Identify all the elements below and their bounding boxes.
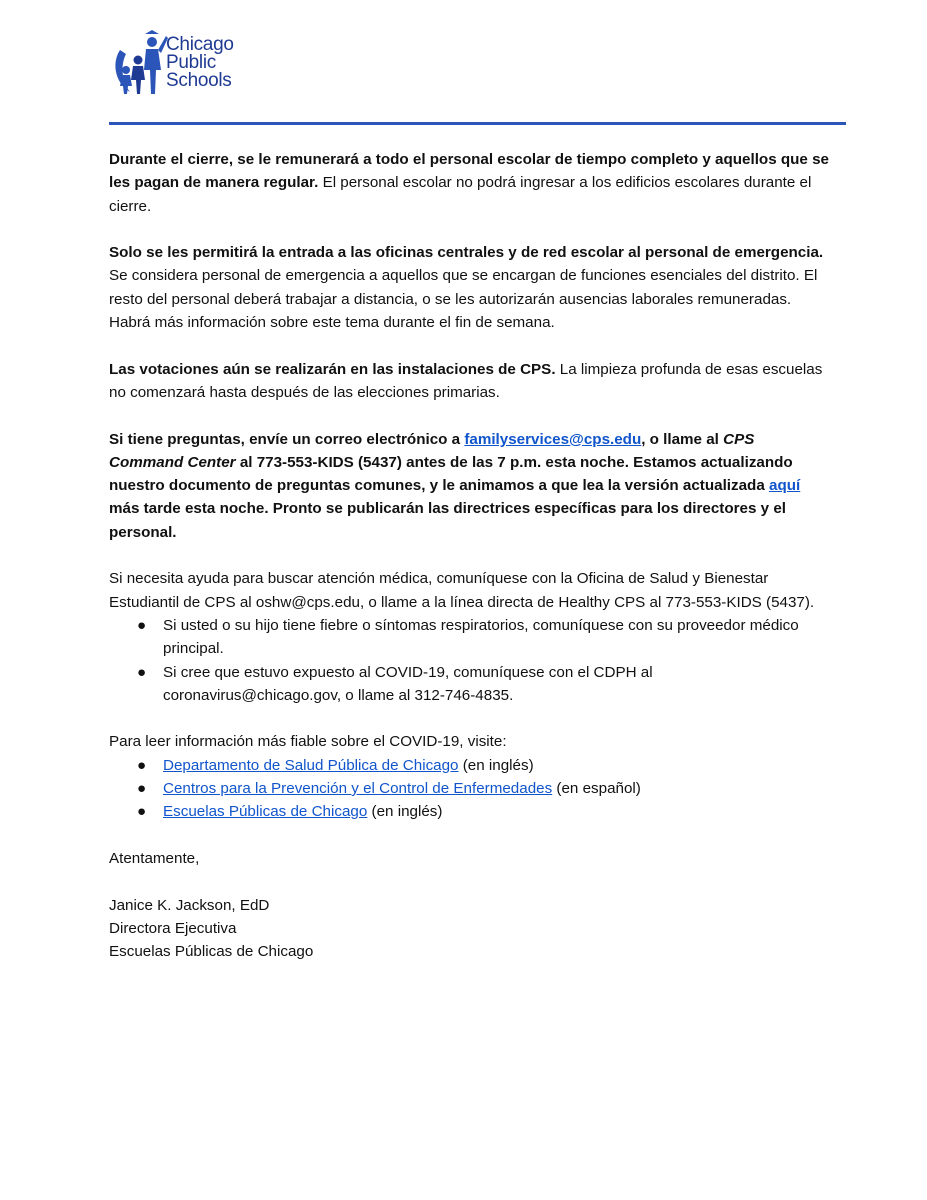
signature-title: Directora Ejecutiva bbox=[109, 919, 237, 937]
paragraph-health bbox=[109, 567, 829, 707]
list-item bbox=[109, 777, 829, 800]
command-center-name: CPS Command Center bbox=[109, 430, 755, 471]
paragraph-voting bbox=[109, 358, 829, 405]
signature-name: Janice K. Jackson, EdD bbox=[109, 896, 270, 914]
bullet-icon: ● bbox=[137, 756, 147, 774]
faq-aqui-link[interactable]: aquí bbox=[769, 477, 801, 495]
paragraph-emergency-bold: Solo se les permitirá la entrada a las oficinas centrales y de red escolar al personal de emergencia. bbox=[109, 244, 824, 262]
questions-text-b: , o llame al bbox=[641, 430, 724, 448]
paragraph-questions bbox=[109, 428, 829, 544]
resources-link-list bbox=[109, 754, 829, 824]
cps-link[interactable]: Escuelas Públicas de Chicago bbox=[163, 803, 368, 821]
logo-line-schools: Schools bbox=[166, 70, 232, 91]
link-language-note: (en español) bbox=[552, 780, 641, 798]
paragraph-emergency bbox=[109, 241, 829, 334]
cdph-link[interactable]: Departamento de Salud Pública de Chicago bbox=[163, 756, 459, 774]
list-item bbox=[109, 661, 829, 708]
questions-text-d: más tarde esta noche. Pronto se publicarán las directrices específicas para los directores y el personal. bbox=[109, 500, 786, 541]
signature-block bbox=[109, 894, 829, 964]
bullet-icon: ● bbox=[137, 663, 147, 681]
logo-wordmark bbox=[166, 36, 234, 90]
family-services-email-link[interactable]: familyservices@cps.edu bbox=[464, 430, 642, 448]
signature-org: Escuelas Públicas de Chicago bbox=[109, 943, 314, 961]
paragraph-questions-bold bbox=[109, 431, 800, 541]
link-language-note: (en inglés) bbox=[458, 756, 534, 774]
letter-body bbox=[109, 148, 829, 963]
cps-logo bbox=[112, 26, 282, 98]
cdc-link[interactable]: Centros para la Prevención y el Control de Enfermedades bbox=[163, 780, 553, 798]
list-item bbox=[109, 614, 829, 661]
list-item bbox=[109, 800, 829, 823]
paragraph-pay bbox=[109, 148, 829, 218]
paragraph-emergency-text: Se considera personal de emergencia a aquellos que se encargan de funciones esenciales del distrito. El resto del personal deberá trabajar a distancia, o se les autorizarán ausencias laborales remuneradas. Habrá más información sobre este tema durante el fin de semana. bbox=[109, 267, 818, 332]
health-bullet-fever: Si usted o su hijo tiene fiebre o síntomas respiratorios, comuníquese con su proveedor médico principal. bbox=[163, 616, 799, 658]
logo-line-public: Public bbox=[166, 52, 216, 73]
link-language-note: (en inglés) bbox=[367, 803, 443, 821]
bullet-icon: ● bbox=[137, 780, 147, 798]
paragraph-resources-text: Para leer información más fiable sobre el COVID-19, visite: bbox=[109, 733, 507, 751]
paragraph-voting-bold: Las votaciones aún se realizarán en las instalaciones de CPS. bbox=[109, 360, 556, 378]
health-bullet-list bbox=[109, 614, 829, 707]
paragraph-health-text: Si necesita ayuda para buscar atención médica, comuníquese con la Oficina de Salud y Bienestar Estudiantil de CPS al oshw@cps.edu, o llame a la línea directa de Healthy CPS al 773-553-KIDS (5437). bbox=[109, 570, 815, 611]
logo-line-chicago: Chicago bbox=[166, 34, 234, 55]
paragraph-pay-text: El personal escolar no podrá ingresar a los edificios escolares durante el cierre. bbox=[109, 174, 812, 215]
questions-text-c: al 773-553-KIDS (5437) antes de las 7 p.m. esta noche. Estamos actualizando nuestro documento de preguntas comunes, y le animamos a que lea la versión actualizada bbox=[109, 453, 793, 495]
cps-figures-icon bbox=[112, 26, 168, 98]
paragraph-resources bbox=[109, 730, 829, 823]
health-bullet-covid: Si cree que estuvo expuesto al COVID-19, comuníquese con el CDPH al coronavirus@chicago.gov, o llame al 312-746-4835. bbox=[163, 663, 653, 704]
bullet-icon: ● bbox=[137, 803, 147, 821]
questions-text-a: Si tiene preguntas, envíe un correo electrónico a bbox=[109, 430, 465, 448]
closing: Atentamente, bbox=[109, 849, 200, 867]
header-divider bbox=[109, 122, 846, 125]
list-item bbox=[109, 754, 829, 777]
paragraph-pay-bold: Durante el cierre, se le remunerará a todo el personal escolar de tiempo completo y aquellos que se les pagan de manera regular. bbox=[109, 151, 829, 192]
paragraph-voting-text: La limpieza profunda de esas escuelas no comenzará hasta después de las elecciones primarias. bbox=[109, 360, 823, 401]
bullet-icon: ● bbox=[137, 616, 147, 634]
